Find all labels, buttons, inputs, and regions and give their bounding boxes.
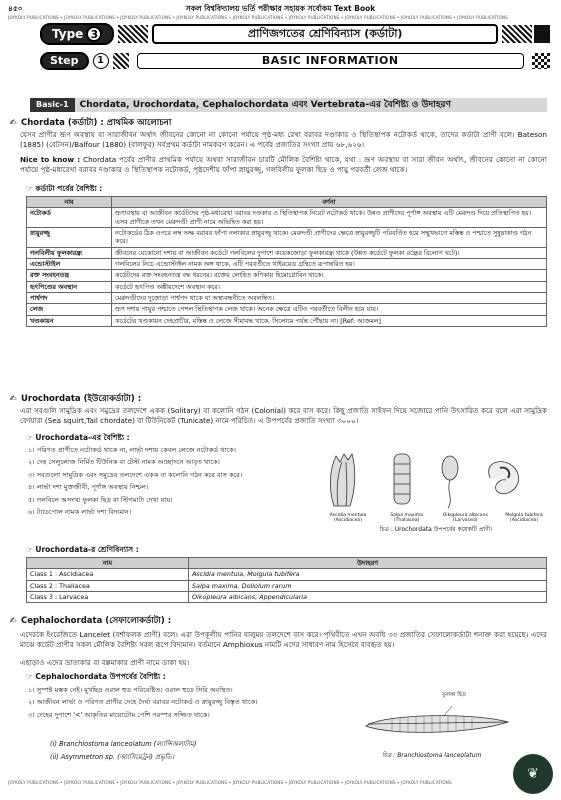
feature-description: ভ্রূণাবস্থায় বা আজীবন কর্ডেটদের পৃষ্ঠ-মধ্যরেখা বরাবর দণ্ডকার ও স্থিতিস্থাপক নিরেট নটোকর্ড থাকে। উন্নত প্রাণীদের পূর্ণাঙ্গ অবস্থায় এটি মেরুদণ্ড দিয়ে প্রতিস্থাপিত হয়। এসব প্রাণীকে তখন মেরুদণ্ডী প্রাণী নামে অভিহিত করা হয়। bbox=[112, 208, 547, 228]
cephalochordata-features bbox=[28, 686, 328, 723]
hatch-decoration bbox=[118, 25, 148, 43]
list-item: ১। সুস্পষ্ট মস্তক নেই। মুখছিদ্র ওরাল হুড পরিবেষ্টিত। ওরাল হুডে সিরি অবস্থিত। bbox=[28, 686, 233, 694]
table-row bbox=[27, 304, 547, 315]
chordata-table bbox=[26, 196, 547, 327]
amphioxus-illustration bbox=[362, 700, 512, 748]
list-item: ৩। দেহের দুপাশে '<' আকৃতির মায়োটোম পেশি পরস্পর সজ্জিত থাকে। bbox=[28, 710, 210, 719]
urochordata-figure bbox=[322, 448, 550, 533]
step-badge: Step bbox=[40, 52, 89, 71]
table-row bbox=[27, 580, 547, 591]
urochordata-features bbox=[28, 446, 318, 520]
chordata-table-heading: ☞ কর্ডাটা পর্বের বৈশিষ্ট্য : bbox=[26, 184, 103, 193]
feature-name: গলবিলীয় ফুলকারন্ধ্র bbox=[27, 247, 112, 258]
amphioxus-figure bbox=[362, 692, 512, 764]
hand-icon: ☞ bbox=[26, 184, 33, 193]
basic-title: Chordata, Urochordata, Cephalochordata এবং Vertebrata-এর বৈশিষ্ট্য ও উদাহরণ bbox=[79, 99, 451, 110]
urochordata-illustration bbox=[322, 448, 550, 510]
pen-icon: ✍ bbox=[9, 616, 17, 626]
table-row bbox=[27, 281, 547, 292]
class-name: Class 1 : Ascidiacea bbox=[27, 569, 189, 580]
example-item: (i) Branchiostoma lanceolatum (ল্যান্সিঅলাটাম) bbox=[50, 740, 197, 748]
list-item: ৬। ট্যাডপোল নামক লার্ভা দশা বিদ্যমান। bbox=[28, 507, 132, 516]
urochordata-heading: ✍ Urochordata (ইউরোকর্ডাটা) : bbox=[9, 394, 142, 404]
step-number: 1 bbox=[93, 53, 109, 69]
cephalochordata-features-heading: ☞ Cephalochordata উপপর্বের বৈশিষ্ট্য : bbox=[26, 672, 166, 681]
book-logo-icon: ❦ bbox=[513, 754, 553, 794]
page-number: ৪৫০ bbox=[8, 4, 23, 13]
class-name: Class 3 : Larvacea bbox=[27, 591, 189, 602]
urochordata-class-table bbox=[26, 557, 547, 603]
figure-caption: চিত্র : Urochordata উপপর্বের কয়েকটি প্রাণী। bbox=[379, 525, 493, 533]
hand-icon: ☞ bbox=[26, 433, 33, 442]
list-item: ৩। সবগুলো সামুদ্রিক এবং সমুদ্রের তলদেশে একক বা কলোনি গঠন করে বাস করে। bbox=[28, 470, 243, 479]
feature-description: কর্ডেটদের রক্ত সংবহনতন্ত্র বদ্ধ ধরনের। রক্তের লোহিত কণিকায় হিমোগ্লোবিন থাকে। bbox=[112, 270, 547, 281]
table-header: নাম bbox=[27, 558, 189, 569]
feature-description: নটোকর্ডের ঠিক ওপরে লম্ব অক্ষ বরাবর ফাঁপা নলাকার স্নায়ুরজ্জু থাকে। মেরুদণ্ডী প্রাণীদের ক্ষেত্রে স্নায়ুরজ্জুটি পরিবর্তিত হয়ে সম্মুখভাগে মস্তিষ্ক ও পশ্চাতে সুষুম্নাকাণ্ড গঠন করে। bbox=[112, 227, 547, 247]
figure-label: Molgula tubifera (Ascidiacea) bbox=[505, 512, 543, 524]
block-decoration bbox=[534, 25, 550, 43]
publisher-strip-top: JOYKOLY PUBLICATIONS • JOYKOLY PUBLICATIONS • JOYKOLY PUBLICATIONS • JOYKOLY PUBLICATIONS • JOYKOLY PUBLICATIONS • JOYKOLY PUBLICATIONS • JOYKOLY PUBLICATIONS • JOYKOLY PUBLICATIONS • JOYKOLY PUBLICATIONS bbox=[8, 15, 508, 20]
pen-icon: ✍ bbox=[9, 394, 17, 404]
urochordata-class-heading: ☞ Urochordata-র শ্রেণিবিন্যাস : bbox=[26, 545, 139, 554]
figure-label: Ascidia mentula (Ascidiacea) bbox=[329, 512, 367, 524]
book-title: সকল বিশ্ববিদ্যালয় ভর্তি পরীক্ষার সহায়ক সর্বোকম Text Book bbox=[185, 4, 376, 13]
cephalochordata-para: এদেরকে ইংরেজিতে Lancelet (বর্শাফলক প্রাণী) বলে। এরা উপকূলীয় পানির বালুময় তলদেশে বাস করে। পৃথিবীতে এখন অবধি ৩৩ প্রজাতির সেফালোকর্ডাটা শনাক্ত করা হয়েছে। এদের মাঝে কর্ডেট প্রাণীর সকল মৌলিক বৈশিষ্ট্য সরল রূপে বিদ্যমান। বর্তমানে Amphioxus নামটি এদের সাধারণ নাম হিসেবে ব্যবহৃত হয়। bbox=[20, 630, 547, 649]
basic-bar bbox=[30, 98, 547, 112]
step-banner bbox=[40, 52, 550, 70]
example-item: (ii) Asymmetron sp. (অ্যাসিমেট্রন) প্রভৃতি। bbox=[50, 752, 175, 761]
cephalochordata-para2: এছাড়াও এদের ভ্রাতাকার বা বল্লমাকার প্রাণী নামে ডাকা হয়। bbox=[20, 658, 190, 667]
urochordata-para: এরা সবগুলি সামুদ্রিক এবং সমুদ্রের তলদেশে একক (Solitary) বা কলোনি গঠন (Colonial) করে বাস করে। কিছু প্রজাতি সাইফন দিয়ে সজোরে পানি উৎসারিত করে বলে এরা সামুদ্রিক ফোয়ারা (Sea squirt,Tail chordate) বা টিউনিকেট (Tunicate) নামে পরিচিত। এ উপপর্বের প্রজাতি সংখ্যা ৩০০০। bbox=[20, 406, 547, 425]
feature-description: জীবনের যেকোনো দশায় বা আজীবন কর্ডেটে গলবিলের দুপাশে কয়েকজোড়া ফুলকারন্ধ্র থাকে (উন্নত কর্ডেটে ফুলকা রন্ধ্রের বিলোপ ঘটে)। bbox=[112, 247, 547, 258]
table-row bbox=[27, 227, 547, 247]
class-name: Class 2 : Thaliacea bbox=[27, 580, 189, 591]
feature-name: রক্ত সংবহনতন্ত্র bbox=[27, 270, 112, 281]
table-header: নাম bbox=[27, 197, 112, 208]
class-example: Oikopleura albicans, Appendicularia bbox=[189, 591, 547, 602]
cephalochordata-examples bbox=[50, 738, 196, 763]
chordata-heading: ✍ Chordata (কর্ডাটা) : প্রাথমিক আলোচনা bbox=[9, 118, 172, 128]
figure-label: Oikopleura albicans (Larvacea) bbox=[442, 512, 488, 524]
feature-description: কর্ডেটে হৃৎপিণ্ড অঙ্কীয়দেশে অবস্থান করে। bbox=[112, 281, 547, 292]
class-example: Salpa maxima, Doliolum rarum bbox=[189, 580, 547, 591]
figure-label: ফুলকা ছিদ্র bbox=[442, 692, 466, 698]
table-row bbox=[27, 591, 547, 602]
publisher-strip-bottom: JOYKOLY PUBLICATIONS • JOYKOLY PUBLICATIONS • JOYKOLY PUBLICATIONS • JOYKOLY PUBLICATIONS • JOYKOLY PUBLICATIONS • JOYKOLY PUBLICATIONS • JOYKOLY PUBLICATIONS • JOYKOLY PUBLICATIONS bbox=[8, 780, 452, 785]
type-banner bbox=[40, 24, 550, 44]
table-row bbox=[27, 315, 547, 326]
page-header bbox=[8, 4, 553, 14]
list-item: ৪। লার্ভা দশা মুক্তজীবী, পূর্ণাঙ্গ অবস্থায় নিশ্চল। bbox=[28, 483, 149, 492]
hatch-decoration-right bbox=[502, 25, 532, 43]
table-row bbox=[27, 258, 547, 269]
list-item: ২। দেহ সেলুলোজ নির্মিত টিউনিক বা টেস্ট নামক আচ্ছাদনে আবৃত থাকে। bbox=[28, 458, 220, 467]
feature-name: নটোকর্ড bbox=[27, 208, 112, 228]
urochordata-features-heading: ☞ Urochordata-এর বৈশিষ্ট্য : bbox=[26, 433, 130, 442]
list-item: ১। পরিণত প্রাণীতে নটোকর্ড থাকে না, লার্ভা দশায় কেবল লেজে নটোকর্ড থাকে। bbox=[28, 446, 237, 454]
chordata-para: যেসব প্রাণীর ভ্রূণ অবস্থায় বা সারাজীবন অর্থাৎ জীবনের কোনো না কোনো পর্যায়ে পৃষ্ঠ-মধ্য রেখা বরাবর দণ্ডাকার ও স্থিতিস্থাপক নটোকর্ড থাকে, তাদের কর্ডাটা প্রাণী বলে। Bateson (1885) (বেটসন)/Balfour (1880) (বালফুর) সর্বপ্রথম কর্ডাটা নামকরণ করেন। এ পর্বের প্রজাতির সংখ্যা প্রায় ৬৮,৬২৬। bbox=[20, 130, 547, 149]
list-item: ৫। গলবিলে অসংখ্য ফুলকা ছিদ্র বা স্টিগমাটা দেখা যায়। bbox=[28, 495, 173, 504]
basic-tag: Basic-1 bbox=[30, 98, 75, 112]
table-row bbox=[27, 208, 547, 228]
hand-icon: ☞ bbox=[26, 672, 33, 681]
feature-description: গলবিলের নিচে এন্ডোস্টাইল নামক অঙ্গ থাকে, এটি পরবর্তীতে থাইরয়েড গ্রন্থিতে রূপান্তরিত হয়। bbox=[112, 258, 547, 269]
table-header: উদাহরণ bbox=[189, 558, 547, 569]
table-row bbox=[27, 247, 547, 258]
cephalochordata-heading: ✍ Cephalochordata (সেফালোকর্ডাটা) : bbox=[9, 616, 172, 626]
table-header: বর্ণনা bbox=[112, 197, 547, 208]
hatch-decoration-step bbox=[113, 53, 129, 69]
feature-name: এন্ডোস্টাইল bbox=[27, 258, 112, 269]
checker-decoration bbox=[532, 53, 550, 69]
feature-description: মেরুদণ্ডীদের দুজোড়া পার্শ্বপদ থাকে যা অস্থ্যবন্ধনীতে অবলম্বিত। bbox=[112, 292, 547, 303]
pen-icon: ✍ bbox=[9, 118, 17, 128]
type-title: প্রাণিজগতের শ্রেণিবিন্যাস (কর্ডাটা) bbox=[152, 24, 498, 44]
figure-caption: চিত্র : Branchiostoma lanceolatum bbox=[382, 752, 482, 759]
nice-to-know: Nice to know : Chordata পর্বের প্রাণীর প্রাথমিক পর্যায়ে অথবা সারাজীবন চারটি মৌলিক বৈশিষ্ট্য থাকে, যথা : ভ্রূণ অবস্থায় বা সারা জীবন অর্থাৎ, জীবনের কোনো না কোনো পর্যায়ে পৃষ্ঠ-মধ্যরেখা বরাবর দণ্ডাকার ও স্থিতিস্থাপক নটোকর্ড, পৃষ্ঠদেশীয় ফাঁপা স্নায়ুরজ্জু, গলবিলীয় ফুলকা ছিদ্র ও পায়ু পরবর্তী লেজ থাকে। bbox=[20, 155, 547, 174]
feature-name: লেজ bbox=[27, 304, 112, 315]
feature-description: কর্ডেটের খণ্ডকায়ন দেহপ্রাচীর, মস্তিষ্ক ও লেজে সীমাবদ্ধ থাকে, সিলোমে পর্যন্ত পৌঁছায় না। [Ref: আজমল] bbox=[112, 315, 547, 326]
table-row bbox=[27, 270, 547, 281]
feature-description: ভ্রূণ দশায় পায়ুর পশ্চাতে পেশল স্থিতিস্থাপক লেজ থাকে। অনেক ক্ষেত্রে এটিও পরবর্তীতে বিলীন হয়ে যায়। bbox=[112, 304, 547, 315]
feature-name: স্নায়ুরজ্জু bbox=[27, 227, 112, 247]
feature-name: খণ্ডকায়ন bbox=[27, 315, 112, 326]
feature-name: হৃৎপিণ্ডের অবস্থান bbox=[27, 281, 112, 292]
figure-label: Salpa maxima (Thaliacea) bbox=[390, 512, 424, 524]
step-title: BASIC INFORMATION bbox=[137, 53, 524, 69]
list-item: ২। আজীবন লার্ভা ও পরিণত প্রাণীর দেহে দৈর্ঘ্য বরাবর নটোকর্ড ও স্নায়ুরজ্জু বিস্তৃত থাকে। bbox=[28, 698, 258, 707]
table-row bbox=[27, 292, 547, 303]
class-example: Ascidia mentula, Molgula tubifera bbox=[189, 569, 547, 580]
hand-icon: ☞ bbox=[26, 545, 33, 554]
type-badge: Type 3 bbox=[40, 23, 114, 45]
table-row bbox=[27, 569, 547, 580]
feature-name: পার্শ্বপদ bbox=[27, 292, 112, 303]
